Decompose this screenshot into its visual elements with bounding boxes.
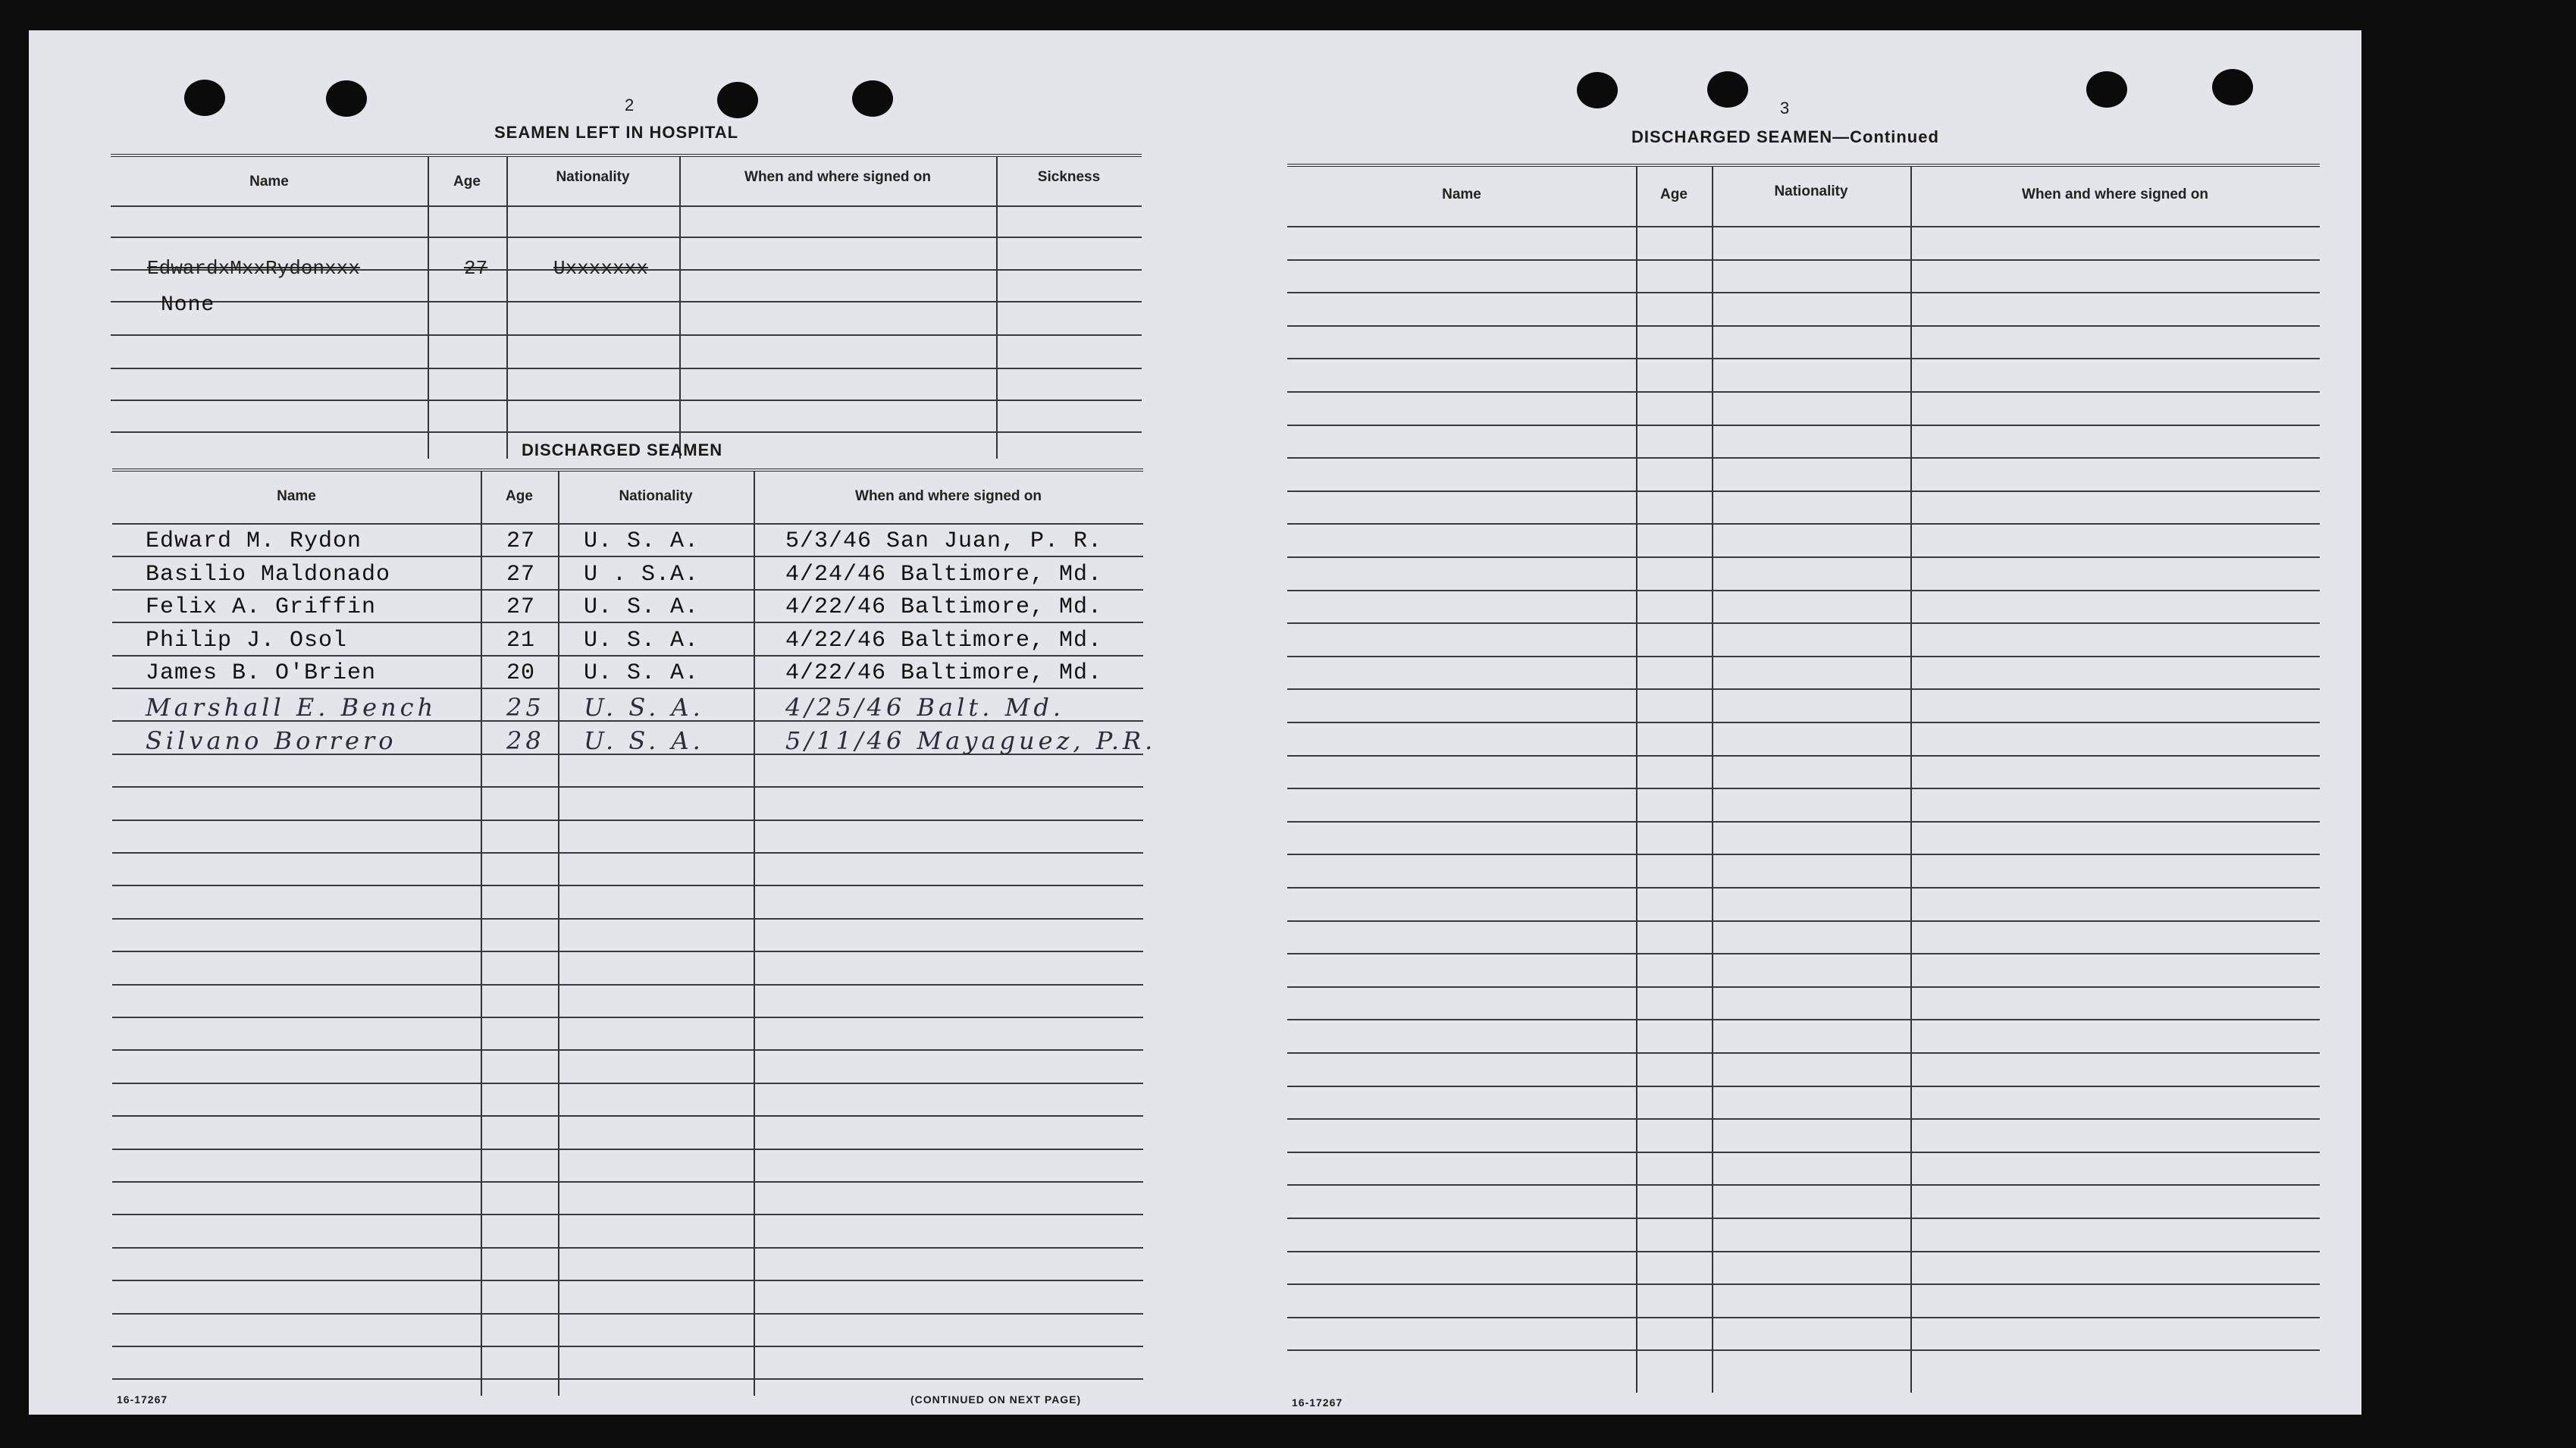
row-rule: [112, 918, 1143, 920]
seaman-age: 27: [506, 594, 536, 620]
table-row: [112, 693, 1143, 723]
row-rule: [1287, 622, 2320, 624]
seaman-name: Marshall E. Bench: [146, 693, 437, 722]
seaman-signed-on: 4/22/46 Baltimore, Md.: [785, 594, 1103, 620]
row-rule: [112, 1083, 1143, 1084]
row-rule: [1287, 523, 2320, 525]
table-row: [112, 562, 1143, 592]
seaman-signed-on: 5/3/46 San Juan, P. R.: [785, 528, 1103, 554]
row-rule: [112, 1181, 1143, 1183]
row-rule: [112, 1115, 1143, 1117]
seaman-name: Silvano Borrero: [146, 726, 397, 755]
form-number-right: 16-17267: [1292, 1396, 1343, 1409]
column-header-nationality: Nationality: [619, 488, 693, 504]
column-header-nationality: Nationality: [556, 169, 630, 185]
row-rule: [1287, 425, 2320, 426]
column-header-signed-on: When and where signed on: [2022, 186, 2208, 202]
seaman-signed-on: 5/11/46 Mayaguez, P.R.: [785, 726, 1157, 755]
row-rule: [112, 885, 1143, 886]
row-rule: [112, 1247, 1143, 1249]
discharged-continued-table: [1287, 164, 2320, 1393]
row-rule: [1287, 325, 2320, 327]
table-row: [112, 594, 1143, 625]
row-rule: [1287, 1317, 2320, 1318]
seaman-nationality: U . S.A.: [584, 562, 700, 588]
seaman-name: Philip J. Osol: [146, 628, 348, 653]
table-row: [112, 726, 1157, 757]
table-row: [112, 628, 1143, 658]
row-rule: [1287, 491, 2320, 492]
row-rule: [1287, 821, 2320, 823]
row-rule: [112, 1378, 1143, 1380]
seaman-nationality: U. S. A.: [584, 528, 700, 554]
row-rule: [1287, 1218, 2320, 1219]
column-divider: [679, 157, 681, 459]
seaman-nationality: U. S. A.: [584, 726, 704, 755]
column-header-age: Age: [1660, 186, 1688, 202]
ledger-sheet: [29, 30, 2361, 1415]
row-rule: [1287, 391, 2320, 393]
column-header-signed-on: When and where signed on: [744, 169, 931, 185]
column-header-name: Name: [249, 174, 289, 190]
column-divider: [428, 157, 429, 459]
hospital-table: [111, 154, 1142, 459]
seaman-age: 20: [506, 660, 536, 686]
struck-nationality: Uxxxxxxx: [553, 257, 648, 280]
row-rule: [1287, 1283, 2320, 1285]
row-rule: [112, 1149, 1143, 1150]
row-rule: [1287, 1019, 2320, 1020]
row-rule: [1287, 1118, 2320, 1120]
column-header-name: Name: [1442, 186, 1481, 202]
table-row: [112, 528, 1143, 559]
row-rule: [1287, 1184, 2320, 1186]
punch-hole: [1577, 72, 1618, 108]
seaman-age: 27: [506, 528, 536, 554]
row-rule: [1287, 226, 2320, 227]
seaman-name: Edward M. Rydon: [146, 528, 362, 554]
row-rule: [1287, 788, 2320, 789]
row-rule: [112, 1313, 1143, 1315]
column-header-nationality: Nationality: [1774, 183, 1848, 199]
discharged-table: [112, 469, 1157, 1396]
row-rule: [1287, 1251, 2320, 1252]
seaman-nationality: U. S. A.: [584, 628, 700, 653]
seaman-signed-on: 4/22/46 Baltimore, Md.: [785, 628, 1103, 653]
punch-hole: [2086, 71, 2127, 108]
seaman-nationality: U. S. A.: [584, 594, 700, 620]
row-rule: [1287, 1052, 2320, 1054]
seaman-signed-on: 4/24/46 Baltimore, Md.: [785, 562, 1103, 588]
seaman-nationality: U. S. A.: [584, 660, 700, 686]
seaman-signed-on: 4/25/46 Balt. Md.: [785, 693, 1064, 722]
row-rule: [1287, 688, 2320, 690]
struck-age: 27: [464, 257, 488, 280]
row-rule: [112, 1346, 1143, 1347]
continued-section-title: DISCHARGED SEAMEN—Continued: [1631, 127, 1939, 146]
page-number-right: 3: [1780, 99, 1791, 118]
row-rule: [1287, 920, 2320, 922]
punch-hole: [184, 80, 225, 116]
row-rule: [111, 431, 1142, 433]
discharged-section-title: DISCHARGED SEAMEN: [522, 440, 723, 459]
column-divider: [996, 157, 998, 459]
page-number-left: 2: [625, 96, 635, 114]
row-rule: [1287, 887, 2320, 889]
punch-hole: [326, 80, 367, 117]
struck-name: EdwardxMxxRydonxxx: [147, 257, 360, 280]
seaman-name: Felix A. Griffin: [146, 594, 377, 620]
column-divider: [1712, 167, 1713, 1393]
column-divider: [506, 157, 508, 459]
seaman-age: 25: [506, 693, 545, 722]
seaman-age: 21: [506, 628, 536, 653]
row-rule: [1287, 854, 2320, 855]
row-rule: [1287, 986, 2320, 988]
row-rule: [1287, 259, 2320, 261]
row-rule: [111, 237, 1142, 238]
row-rule: [111, 368, 1142, 369]
row-rule: [112, 951, 1143, 952]
row-rule: [111, 205, 1142, 207]
column-header-name: Name: [277, 488, 316, 504]
row-rule: [111, 301, 1142, 302]
seaman-name: James B. O'Brien: [146, 660, 377, 686]
punch-hole: [852, 80, 893, 117]
seaman-age: 27: [506, 562, 536, 588]
row-rule: [1287, 722, 2320, 723]
seaman-name: Basilio Maldonado: [146, 562, 391, 588]
row-rule: [1287, 656, 2320, 657]
row-rule: [1287, 1349, 2320, 1351]
row-rule: [1287, 1152, 2320, 1153]
column-header-sickness: Sickness: [1037, 169, 1101, 185]
punch-hole: [1707, 71, 1748, 108]
table-row: [112, 660, 1143, 691]
row-rule: [112, 1049, 1143, 1051]
row-rule: [1287, 457, 2320, 459]
hospital-section-title: SEAMEN LEFT IN HOSPITAL: [494, 123, 739, 142]
form-number-left: 16-17267: [117, 1393, 168, 1406]
column-divider: [1636, 167, 1637, 1393]
row-rule: [112, 984, 1143, 986]
row-rule: [1287, 755, 2320, 757]
row-rule: [112, 1017, 1143, 1018]
column-header-signed-on: When and where signed on: [855, 488, 1042, 504]
row-rule: [112, 1214, 1143, 1215]
row-rule: [112, 852, 1143, 854]
row-rule: [111, 334, 1142, 336]
punch-hole: [2212, 69, 2253, 105]
row-rule: [1287, 556, 2320, 558]
punch-hole: [717, 82, 758, 118]
row-rule: [1287, 292, 2320, 293]
continued-note: (CONTINUED ON NEXT PAGE): [910, 1393, 1082, 1406]
row-rule: [1287, 358, 2320, 359]
seaman-age: 28: [506, 726, 545, 755]
row-rule: [112, 1280, 1143, 1281]
row-rule: [1287, 953, 2320, 954]
seaman-nationality: U. S. A.: [584, 693, 704, 722]
row-rule: [1287, 590, 2320, 591]
row-rule: [1287, 1086, 2320, 1087]
row-rule: [111, 400, 1142, 401]
column-header-age: Age: [453, 174, 481, 190]
column-divider: [1910, 167, 1912, 1393]
row-rule: [112, 523, 1143, 525]
none-entry: None: [161, 293, 215, 317]
row-rule: [112, 820, 1143, 821]
seaman-signed-on: 4/22/46 Baltimore, Md.: [785, 660, 1103, 686]
column-header-age: Age: [506, 488, 533, 504]
row-rule: [112, 786, 1143, 788]
